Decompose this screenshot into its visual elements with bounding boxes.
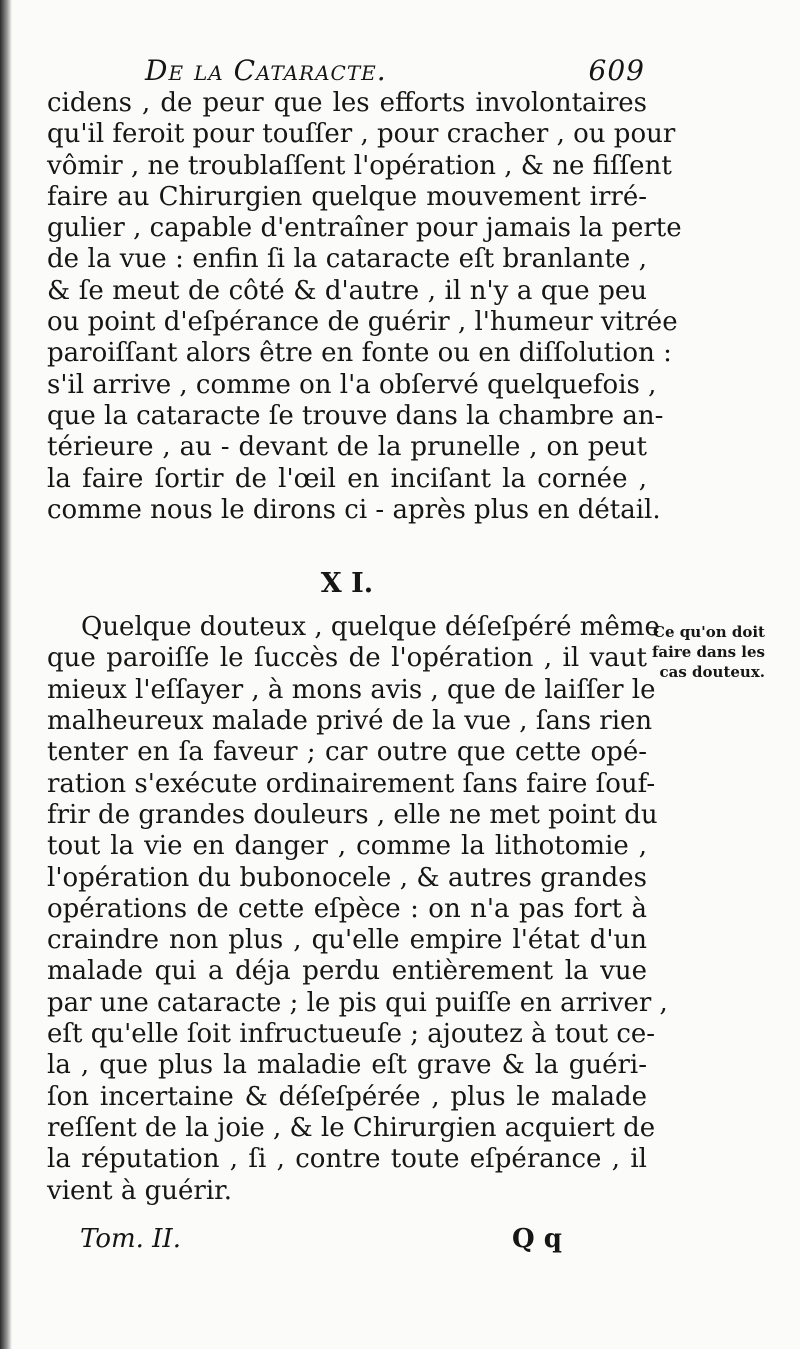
- paragraph-1: [47, 88, 682, 526]
- section-heading: X I.: [320, 568, 374, 600]
- text-line: ou point d'eſpérance de guérir , l'humeur vitrée: [47, 307, 678, 338]
- text-line: l'opération du bubonocele , & autres grandes: [47, 862, 647, 893]
- text-line: comme nous le dirons ci - après plus en détail.: [47, 494, 661, 525]
- text-line: tout la vie en danger , comme la lithotomie ,: [47, 831, 647, 862]
- text-line: cidens , de peur que les efforts involontaires: [47, 88, 647, 118]
- paragraph-2: [47, 612, 668, 1207]
- margin-note: [637, 622, 765, 682]
- page-footer: [0, 1224, 800, 1264]
- text-line: vômir , ne troublaſſent l'opération , & ne fiſſent: [47, 150, 672, 181]
- text-line: térieure , au - devant de la prunelle , on peut: [47, 432, 647, 463]
- text-line: opérations de cette eſpèce : on n'a pas fort à: [47, 893, 647, 924]
- text-line: la , que plus la maladie eſt grave & la guéri-: [47, 1050, 647, 1081]
- text-line: malade qui a déja perdu entièrement la vue: [47, 956, 647, 987]
- running-title: De la Cataracte.: [145, 54, 387, 87]
- text-line: faire au Chirurgien quelque mouvement irré-: [47, 181, 647, 212]
- text-line: paroiſſant alors être en fonte ou en diſſolution :: [47, 338, 672, 369]
- text-line: Quelque douteux , quelque déſeſpéré même: [81, 612, 660, 643]
- text-line: eſt qu'elle ſoit infructueuſe ; ajoutez à tout ce-: [47, 1019, 656, 1050]
- signature-mark: Q q: [512, 1224, 562, 1254]
- text-line: la faire ſortir de l'œil en inciſant la cornée ,: [47, 463, 647, 494]
- text-line: malheureux malade privé de la vue , ſans rien: [47, 706, 653, 737]
- text-line: craindre non plus , qu'elle empire l'état d'un: [47, 925, 647, 956]
- text-line: que paroiſſe le ſuccès de l'opération , il vaut: [47, 643, 647, 674]
- text-line: ſon incertaine & déſeſpérée , plus le malade: [47, 1081, 647, 1112]
- text-line: vient à guérir.: [47, 1175, 232, 1206]
- text-line: mieux l'eſſayer , à mons avis , que de laiſſer le: [47, 674, 656, 705]
- page-spine-shadow: [0, 0, 12, 1349]
- margin-note-line: faire dans les: [651, 643, 765, 661]
- text-line: par une cataracte ; le pis qui puiſſe en arriver ,: [47, 987, 668, 1018]
- text-line: & ſe meut de côté & d'autre , il n'y a que peu: [47, 275, 647, 306]
- text-line: ration s'exécute ordinairement ſans faire ſouf-: [47, 768, 656, 799]
- text-line: frir de grandes douleurs , elle ne met point du: [47, 799, 658, 830]
- text-line: de la vue : enfin ſi la cataracte eſt branlante ,: [47, 244, 647, 275]
- margin-note-line: cas douteux.: [659, 663, 765, 681]
- text-line: s'il arrive , comme on l'a obſervé quelquefois ,: [47, 369, 657, 400]
- tome-label: Tom. II.: [80, 1224, 181, 1254]
- text-line: gulier , capable d'entraîner pour jamais la perte: [47, 213, 682, 244]
- text-line: tenter en ſa faveur ; car outre que cette opé-: [47, 737, 647, 768]
- text-line: la réputation , ſi , contre toute eſpérance , il: [47, 1144, 647, 1175]
- text-line: reſſent de la joie , & le Chirurgien acquiert de: [47, 1112, 656, 1143]
- text-line: que la cataracte ſe trouve dans la chambre an-: [47, 400, 664, 431]
- body-text: [47, 88, 682, 1207]
- text-line: qu'il feroit pour touſſer , pour cracher , ou pour: [47, 119, 676, 150]
- page-number: 609: [588, 54, 645, 87]
- margin-note-line: Ce qu'on doit: [653, 623, 765, 641]
